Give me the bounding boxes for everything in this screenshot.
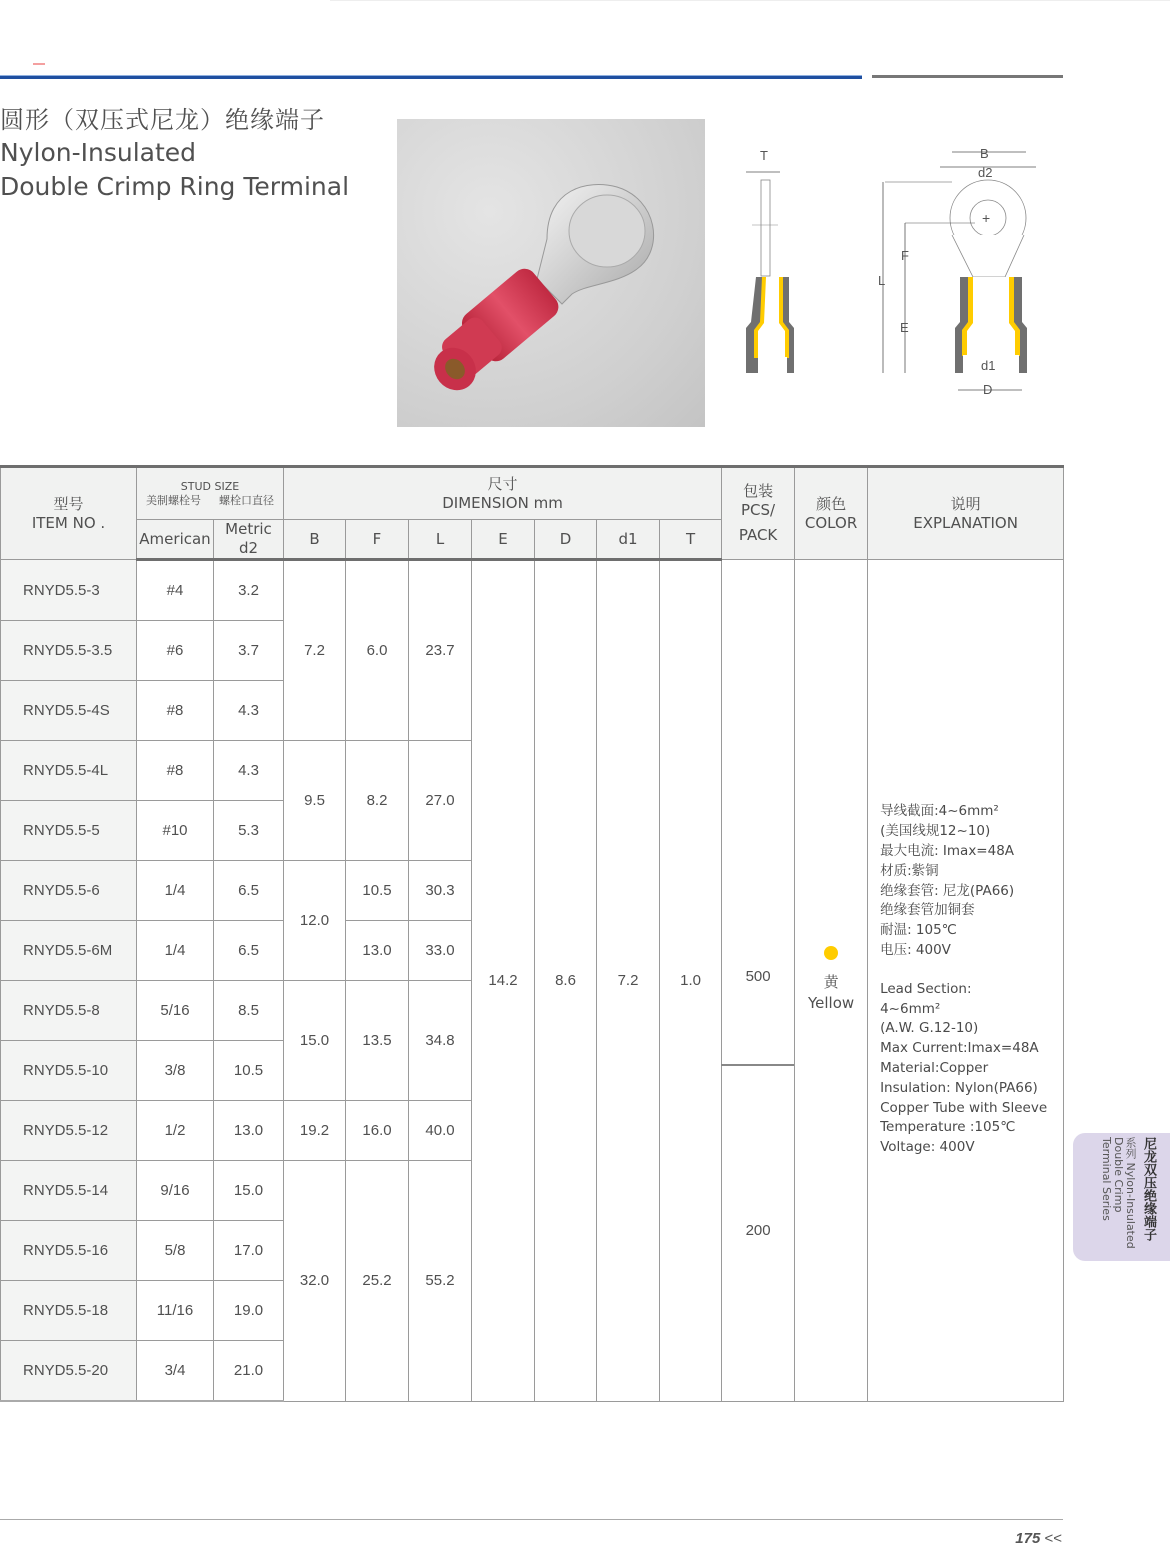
pack-lower: 200	[745, 1221, 771, 1239]
side-tab-en1: Nylon-Insulated	[1124, 1162, 1137, 1249]
cell-american: 1/4	[137, 861, 214, 921]
cell-B: 19.2	[284, 1101, 346, 1161]
cell-F: 25.2	[346, 1161, 409, 1402]
header-blue-rule	[0, 75, 862, 79]
cell-item: RNYD5.5-3.5	[1, 621, 137, 681]
expl-line: 绝缘套管加铜套	[880, 902, 975, 919]
header-dim-T: T	[660, 520, 722, 560]
page-title	[0, 104, 349, 204]
label-d2: d2	[978, 165, 993, 180]
label-L: L	[878, 273, 886, 288]
cell-metric: 10.5	[214, 1041, 284, 1101]
cell-T: 1.0	[660, 560, 722, 1402]
expl-line: 材质:紫铜	[880, 862, 939, 879]
expl-line: Insulation: Nylon(PA66)	[880, 1079, 1038, 1096]
cell-D: 8.6	[535, 560, 597, 1402]
pack-upper: 500	[745, 968, 771, 985]
expl-line: (A.W. G.12-10)	[880, 1020, 979, 1037]
expl-line: 导线截面:4~6mm²	[880, 803, 999, 820]
cell-B: 32.0	[284, 1161, 346, 1402]
cell-item: RNYD5.5-6M	[1, 921, 137, 981]
header-dim-d1: d1	[597, 520, 660, 560]
side-tab-text	[1142, 1137, 1154, 1257]
expl-line: Voltage: 400V	[880, 1139, 975, 1156]
header-item-no	[1, 467, 137, 560]
top-rule	[330, 0, 1170, 1]
header-dim-B: B	[284, 520, 346, 560]
cell-american: #10	[137, 801, 214, 861]
cell-L: 23.7	[409, 560, 472, 741]
cell-metric: 3.2	[214, 560, 284, 621]
page-arrow: <<	[1044, 1530, 1062, 1547]
header-dimension	[284, 467, 722, 520]
cell-metric: 6.5	[214, 921, 284, 981]
cell-american: 1/2	[137, 1101, 214, 1161]
color-cn: 黄	[823, 973, 839, 992]
header-dimension-cn: 尺寸	[487, 474, 518, 493]
cell-item: RNYD5.5-12	[1, 1101, 137, 1161]
label-B: B	[980, 146, 989, 161]
expl-line: Temperature :105℃	[880, 1119, 1016, 1136]
cell-pack	[722, 560, 795, 1402]
header-color-cn: 颜色	[816, 494, 847, 513]
header-metric	[214, 520, 284, 560]
terminal-dimension-diagram	[730, 140, 1050, 400]
cell-item: RNYD5.5-10	[1, 1041, 137, 1101]
header-expl-cn: 说明	[950, 494, 981, 513]
cell-metric: 8.5	[214, 981, 284, 1041]
expl-line: 耐温: 105℃	[880, 922, 957, 939]
cell-B: 9.5	[284, 741, 346, 861]
expl-line: Lead Section:	[880, 980, 972, 997]
expl-line: Copper Tube with Sleeve	[880, 1099, 1048, 1116]
header-dim-E: E	[472, 520, 535, 560]
header-dim-D: D	[535, 520, 597, 560]
cell-item: RNYD5.5-6	[1, 861, 137, 921]
cell-metric: 4.3	[214, 681, 284, 741]
header-pack-cn: 包装	[743, 482, 774, 500]
cell-metric: 6.5	[214, 861, 284, 921]
expl-line: 最大电流: Imax=48A	[880, 843, 1015, 860]
cell-metric: 13.0	[214, 1101, 284, 1161]
cell-american: 5/16	[137, 981, 214, 1041]
header-pack-en1: PCS/	[741, 501, 776, 519]
cell-metric: 5.3	[214, 801, 284, 861]
expl-line: 电压: 400V	[880, 942, 951, 959]
header-pack	[722, 467, 795, 560]
cell-item: RNYD5.5-8	[1, 981, 137, 1041]
cell-item: RNYD5.5-3	[1, 560, 137, 621]
product-photo	[397, 119, 705, 427]
svg-text:+: +	[982, 210, 991, 226]
side-tab-en3: Terminal Series	[1100, 1137, 1113, 1221]
cell-item: RNYD5.5-18	[1, 1281, 137, 1341]
header-stud-size-en: STUD SIZE	[180, 479, 240, 493]
yellow-swatch-icon	[824, 946, 838, 960]
cell-E: 14.2	[472, 560, 535, 1402]
cell-american: #8	[137, 681, 214, 741]
spec-table	[0, 465, 1064, 1402]
title-english-line2: Double Crimp Ring Terminal	[0, 172, 350, 201]
header-dim-F: F	[346, 520, 409, 560]
cell-F: 16.0	[346, 1101, 409, 1161]
series-side-tab	[1073, 1133, 1170, 1261]
cell-american: 3/8	[137, 1041, 214, 1101]
header-metric-line1: Metric	[225, 520, 272, 538]
expl-line: Max Current:Imax=48A	[880, 1040, 1039, 1057]
header-stud-metric-cn: 螺栓口直径	[219, 493, 274, 507]
header-color-en: COLOR	[804, 513, 858, 532]
cell-L: 27.0	[409, 741, 472, 861]
cell-F: 13.0	[346, 921, 409, 981]
cell-american: #4	[137, 560, 214, 621]
cell-F: 6.0	[346, 560, 409, 741]
header-stud-american-cn: 美制螺栓号	[146, 493, 201, 507]
ring-terminal-image	[397, 119, 705, 427]
header-item-en: ITEM NO .	[31, 513, 106, 532]
header-item-cn: 型号	[53, 494, 84, 513]
cell-L: 55.2	[409, 1161, 472, 1402]
cell-american: 11/16	[137, 1281, 214, 1341]
cell-B: 7.2	[284, 560, 346, 741]
header-dimension-en: DIMENSION mm	[442, 493, 563, 512]
title-english-line1: Nylon-Insulated	[0, 138, 197, 167]
title-chinese: 圆形（双压式尼龙）绝缘端子	[0, 106, 325, 134]
cell-item: RNYD5.5-20	[1, 1341, 137, 1402]
cell-item: RNYD5.5-4S	[1, 681, 137, 741]
cell-item: RNYD5.5-16	[1, 1221, 137, 1281]
cell-american: 5/8	[137, 1221, 214, 1281]
cell-metric: 3.7	[214, 621, 284, 681]
expl-line: 4~6mm²	[880, 1000, 941, 1017]
label-T: T	[760, 148, 768, 163]
pack-divider	[721, 1064, 794, 1066]
cell-L: 34.8	[409, 981, 472, 1101]
expl-line: (美国线规12~10)	[880, 823, 991, 840]
cell-american: #8	[137, 741, 214, 801]
header-stud-size	[137, 467, 284, 520]
cell-metric: 17.0	[214, 1221, 284, 1281]
label-D: D	[983, 382, 993, 397]
cell-explanation	[868, 560, 1064, 1402]
cell-F: 13.5	[346, 981, 409, 1101]
cell-item: RNYD5.5-5	[1, 801, 137, 861]
side-tab-sub	[1125, 1137, 1136, 1249]
header-american: American	[137, 520, 214, 560]
cell-item: RNYD5.5-14	[1, 1161, 137, 1221]
header-dim-L: L	[409, 520, 472, 560]
cell-american: #6	[137, 621, 214, 681]
cell-american: 9/16	[137, 1161, 214, 1221]
label-d1: d1	[981, 358, 996, 373]
footer-rule	[0, 1519, 1063, 1520]
page-number-value: 175	[1015, 1530, 1041, 1547]
cell-L: 30.3	[409, 861, 472, 921]
cell-F: 10.5	[346, 861, 409, 921]
cell-color	[795, 560, 868, 1402]
header-grey-rule	[872, 75, 1063, 78]
cell-B: 15.0	[284, 981, 346, 1101]
cell-B: 12.0	[284, 861, 346, 981]
header-color	[795, 467, 868, 560]
cell-L: 33.0	[409, 921, 472, 981]
cell-metric: 4.3	[214, 741, 284, 801]
logo-mark	[33, 63, 45, 65]
label-E: E	[900, 320, 909, 335]
cell-american: 3/4	[137, 1341, 214, 1402]
page-number	[1015, 1530, 1062, 1547]
cell-metric: 21.0	[214, 1341, 284, 1402]
side-tab-cn: 系列	[1124, 1137, 1137, 1159]
label-F: F	[901, 248, 909, 263]
color-en: Yellow	[807, 994, 855, 1013]
cell-L: 40.0	[409, 1101, 472, 1161]
cell-metric: 15.0	[214, 1161, 284, 1221]
cell-american: 1/4	[137, 921, 214, 981]
side-tab-title-cn: 尼龙双压绝缘端子	[1141, 1137, 1156, 1241]
expl-line: Material:Copper	[880, 1060, 989, 1077]
cell-metric: 19.0	[214, 1281, 284, 1341]
cell-F: 8.2	[346, 741, 409, 861]
header-metric-line2: d2	[238, 539, 259, 557]
expl-line: 绝缘套管: 尼龙(PA66)	[880, 882, 1015, 899]
side-tab-en2: Double Crimp	[1112, 1137, 1125, 1213]
header-explanation	[868, 467, 1064, 560]
cell-d1: 7.2	[597, 560, 660, 1402]
table-row	[1, 560, 1064, 621]
header-expl-en: EXPLANATION	[913, 513, 1018, 532]
cell-item: RNYD5.5-4L	[1, 741, 137, 801]
header-pack-en2: PACK	[738, 526, 778, 544]
